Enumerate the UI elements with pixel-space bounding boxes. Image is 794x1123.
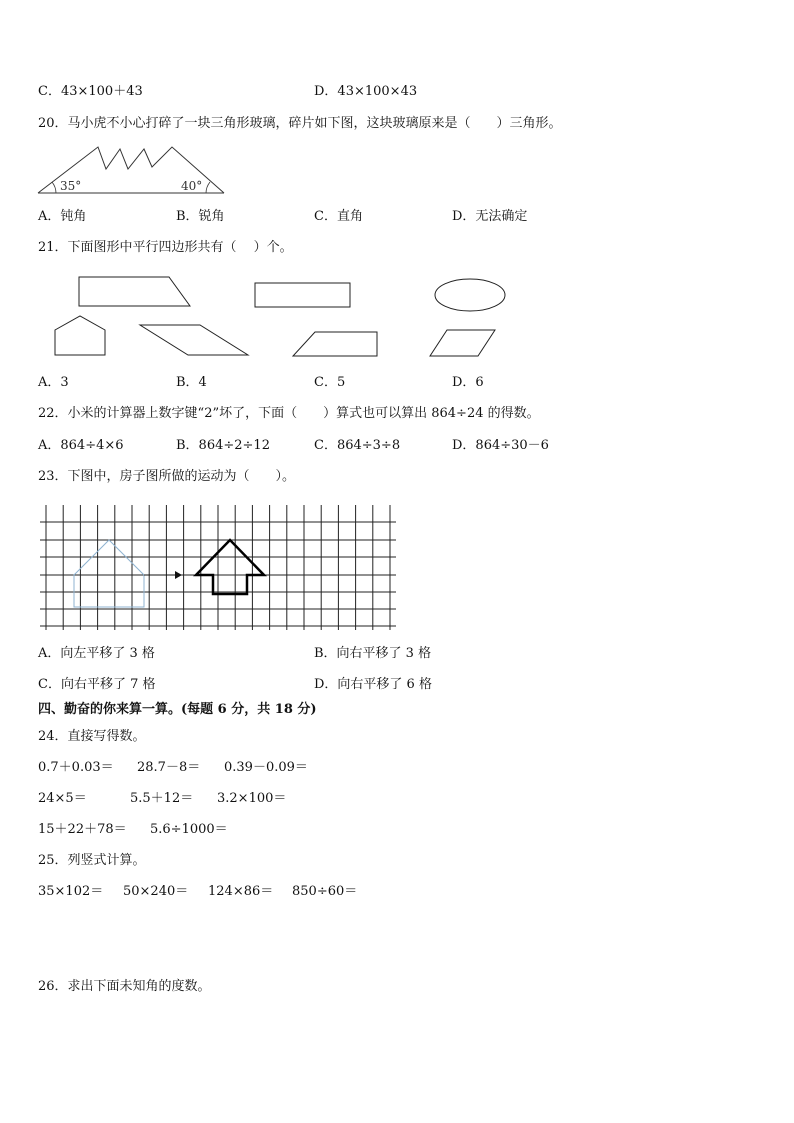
q25-item: 35×102＝ (38, 884, 104, 899)
q24-item: 0.39－0.09＝ (224, 760, 308, 775)
q25-item: 50×240＝ (123, 884, 189, 899)
q23-option-a: A．向左平移了 3 格 (38, 646, 155, 661)
arrow-head-icon (175, 571, 182, 579)
moved-house (196, 540, 264, 594)
angle-40-label: 40° (181, 179, 203, 193)
q24-item: 5.5＋12＝ (130, 791, 194, 806)
grid-lines (40, 505, 396, 630)
q23-stem: 23．下图中，房子图所做的运动为（ ）。 (38, 469, 296, 484)
q22-option-c: C．864÷3÷8 (314, 438, 401, 453)
q25-stem: 25．列竖式计算。 (38, 853, 146, 868)
parallelogram-shape-2 (293, 332, 377, 356)
q20-stem: 20．马小虎不小心打碎了一块三角形玻璃，碎片如下图，这块玻璃原来是（ ）三角形。 (38, 116, 562, 131)
q22-option-b: B．864÷2÷12 (176, 438, 270, 453)
parallelogram-shape-3 (430, 330, 495, 356)
q22-option-a: A．864÷4×6 (38, 438, 124, 453)
q24-stem: 24．直接写得数。 (38, 729, 146, 744)
q24-item: 28.7－8＝ (137, 760, 201, 775)
translation-grid-figure (40, 505, 396, 630)
q24-item: 3.2×100＝ (217, 791, 287, 806)
broken-glass-figure (36, 143, 228, 195)
q24-item: 0.7＋0.03＝ (38, 760, 114, 775)
q21-option-c: C．5 (314, 375, 346, 390)
q24-item: 24×5＝ (38, 791, 87, 806)
trapezoid-shape (79, 277, 190, 306)
parallelogram-shape-1 (140, 325, 248, 355)
q20-option-d: D．无法确定 (452, 209, 528, 224)
q20-option-c: C．直角 (314, 209, 363, 224)
angle-35-label: 35° (60, 179, 82, 193)
ellipse-shape (435, 279, 505, 311)
q21-option-b: B．4 (176, 375, 207, 390)
q25-item: 850÷60＝ (292, 884, 358, 899)
q23-option-d: D．向右平移了 6 格 (314, 677, 432, 692)
q21-stem: 21．下面图形中平行四边形共有（ ）个。 (38, 240, 293, 255)
q22-option-d: D．864÷30－6 (452, 438, 549, 453)
q22-stem: 22．小米的计算器上数字键“2”坏了，下面（ ）算式也可以算出 864÷24 的得数。 (38, 406, 540, 421)
q19-option-d: D．43×100×43 (314, 84, 418, 99)
q19-option-c: C．43×100＋43 (38, 84, 143, 99)
q24-item: 5.6÷1000＝ (150, 822, 228, 837)
section-4-title: 四、勤奋的你来算一算。(每题 6 分，共 18 分) (38, 702, 317, 717)
q20-option-b: B．锐角 (176, 209, 225, 224)
q21-option-a: A．3 (38, 375, 69, 390)
pentagon-shape (55, 316, 105, 355)
q24-item: 15＋22＋78＝ (38, 822, 127, 837)
original-house (74, 540, 144, 607)
rectangle-shape (255, 283, 350, 307)
q20-option-a: A．钝角 (38, 209, 87, 224)
q21-option-d: D．6 (452, 375, 484, 390)
q23-option-b: B．向右平移了 3 格 (314, 646, 432, 661)
shapes-figure (50, 270, 510, 360)
q25-item: 124×86＝ (208, 884, 274, 899)
q26-stem: 26．求出下面未知角的度数。 (38, 979, 211, 994)
q23-option-c: C．向右平移了 7 格 (38, 677, 156, 692)
